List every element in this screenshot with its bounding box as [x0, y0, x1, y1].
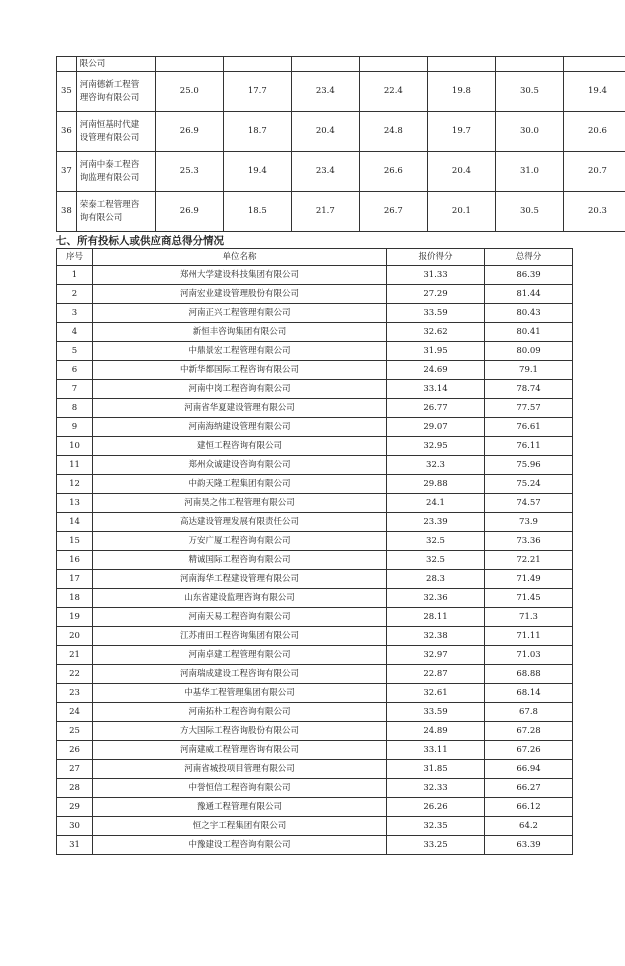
- company-name: 新恒丰咨询集团有限公司: [93, 323, 387, 342]
- score-cell: [223, 57, 291, 72]
- total-score: 73.36: [485, 532, 573, 551]
- row-index: 26: [57, 741, 93, 760]
- score-cell: [359, 57, 427, 72]
- price-score: 33.25: [387, 836, 485, 855]
- header-price-score: 报价得分: [387, 249, 485, 266]
- row-index: 23: [57, 684, 93, 703]
- price-score: 32.35: [387, 817, 485, 836]
- company-name: 河南中岗工程咨询有限公司: [93, 380, 387, 399]
- company-name-line: 限公司: [79, 58, 106, 69]
- total-score: 67.28: [485, 722, 573, 741]
- company-name: 方大国际工程咨询股份有限公司: [93, 722, 387, 741]
- price-score: 24.89: [387, 722, 485, 741]
- total-score: 63.39: [485, 836, 573, 855]
- header-total-score: 总得分: [485, 249, 573, 266]
- table-row: [57, 437, 573, 456]
- table-row: [57, 684, 573, 703]
- company-name: 河南卓建工程管理有限公司: [93, 646, 387, 665]
- total-score: 66.94: [485, 760, 573, 779]
- score-cell: 22.4: [359, 72, 427, 112]
- company-name-line: 设管理有限公司: [79, 132, 140, 143]
- price-score: 33.59: [387, 703, 485, 722]
- row-index: 36: [57, 112, 77, 152]
- row-index: 18: [57, 589, 93, 608]
- price-score: 32.36: [387, 589, 485, 608]
- table-row: [57, 665, 573, 684]
- table-row: [57, 380, 573, 399]
- company-name: 精诚国际工程咨询有限公司: [93, 551, 387, 570]
- table-row: [57, 494, 573, 513]
- table-row: [57, 456, 573, 475]
- company-name: 河南省华夏建设管理有限公司: [93, 399, 387, 418]
- price-score: 33.14: [387, 380, 485, 399]
- price-score: 32.62: [387, 323, 485, 342]
- row-index: 28: [57, 779, 93, 798]
- company-name: 建恒工程咨询有限公司: [93, 437, 387, 456]
- total-score: 78.74: [485, 380, 573, 399]
- row-index: 19: [57, 608, 93, 627]
- company-name: [76, 192, 155, 232]
- row-index: 9: [57, 418, 93, 437]
- score-cell: 24.8: [359, 112, 427, 152]
- table-row: [57, 570, 573, 589]
- row-index: 11: [57, 456, 93, 475]
- row-index: 17: [57, 570, 93, 589]
- total-score: 67.26: [485, 741, 573, 760]
- price-score: 28.11: [387, 608, 485, 627]
- company-name: 中新华都国际工程咨询有限公司: [93, 361, 387, 380]
- price-score: 26.77: [387, 399, 485, 418]
- row-index: 6: [57, 361, 93, 380]
- company-name-line: 理咨询有限公司: [79, 92, 140, 103]
- price-score: 26.26: [387, 798, 485, 817]
- table-row: [57, 361, 573, 380]
- score-cell: 31.0: [495, 152, 563, 192]
- table-row: [57, 266, 573, 285]
- row-index: 25: [57, 722, 93, 741]
- score-cell: 21.7: [291, 192, 359, 232]
- table-row: [57, 646, 573, 665]
- score-cell: 18.5: [223, 192, 291, 232]
- score-cell: 26.9: [155, 192, 223, 232]
- total-score: 80.41: [485, 323, 573, 342]
- score-cell: 20.7: [563, 152, 625, 192]
- score-cell: 26.6: [359, 152, 427, 192]
- table-row: [57, 285, 573, 304]
- price-score: 32.33: [387, 779, 485, 798]
- table-row: [57, 323, 573, 342]
- company-name: [76, 57, 155, 72]
- table-row: [57, 72, 625, 112]
- company-name: 高达建设管理发展有限责任公司: [93, 513, 387, 532]
- total-score: 71.49: [485, 570, 573, 589]
- total-score: 74.57: [485, 494, 573, 513]
- table-header-row: [57, 249, 573, 266]
- score-cell: 20.3: [563, 192, 625, 232]
- table-row: [57, 513, 573, 532]
- table-row: [57, 57, 625, 72]
- score-cell: 30.0: [495, 112, 563, 152]
- price-score: 33.11: [387, 741, 485, 760]
- company-name: 中基华工程管理集团有限公司: [93, 684, 387, 703]
- table-row: [57, 760, 573, 779]
- total-score: 66.12: [485, 798, 573, 817]
- company-name: 河南宏业建设管理股份有限公司: [93, 285, 387, 304]
- company-name: 恒之宇工程集团有限公司: [93, 817, 387, 836]
- total-score: 71.3: [485, 608, 573, 627]
- total-score: 75.96: [485, 456, 573, 475]
- score-cell: 20.4: [427, 152, 495, 192]
- total-score: 67.8: [485, 703, 573, 722]
- company-name: [76, 152, 155, 192]
- row-index: 35: [57, 72, 77, 112]
- company-name: 河南海华工程建设管理有限公司: [93, 570, 387, 589]
- company-name-line: 询有限公司: [79, 212, 123, 223]
- total-score-table: [56, 248, 573, 855]
- total-score: 80.43: [485, 304, 573, 323]
- company-name: 河南拓朴工程咨询有限公司: [93, 703, 387, 722]
- table-row: [57, 779, 573, 798]
- price-score: 22.87: [387, 665, 485, 684]
- price-score: 29.88: [387, 475, 485, 494]
- row-index: 7: [57, 380, 93, 399]
- total-score: 75.24: [485, 475, 573, 494]
- price-score: 32.38: [387, 627, 485, 646]
- total-score: 68.14: [485, 684, 573, 703]
- score-detail-table: [56, 56, 625, 232]
- company-name: 郑州众诚建设咨询有限公司: [93, 456, 387, 475]
- price-score: 29.07: [387, 418, 485, 437]
- row-index: 15: [57, 532, 93, 551]
- company-name: 河南正兴工程管理有限公司: [93, 304, 387, 323]
- row-index: 31: [57, 836, 93, 855]
- total-score: 64.2: [485, 817, 573, 836]
- row-index: 3: [57, 304, 93, 323]
- table-row: [57, 589, 573, 608]
- row-index: 12: [57, 475, 93, 494]
- score-cell: [495, 57, 563, 72]
- score-cell: [155, 57, 223, 72]
- price-score: 27.29: [387, 285, 485, 304]
- row-index: 10: [57, 437, 93, 456]
- company-name: 河南瑞成建设工程咨询有限公司: [93, 665, 387, 684]
- price-score: 33.59: [387, 304, 485, 323]
- table-row: [57, 112, 625, 152]
- total-score: 79.1: [485, 361, 573, 380]
- price-score: 32.5: [387, 551, 485, 570]
- company-name-line: 河南恒基时代建: [79, 119, 140, 130]
- row-index: 21: [57, 646, 93, 665]
- company-name: 万安广厦工程咨询有限公司: [93, 532, 387, 551]
- table-row: [57, 627, 573, 646]
- score-cell: 25.0: [155, 72, 223, 112]
- company-name: 江苏甫田工程咨询集团有限公司: [93, 627, 387, 646]
- score-cell: 23.4: [291, 72, 359, 112]
- company-name: 中誉恒信工程咨询有限公司: [93, 779, 387, 798]
- row-index: 20: [57, 627, 93, 646]
- row-index: 4: [57, 323, 93, 342]
- company-name-line: 河南中泰工程咨: [79, 159, 140, 170]
- total-score: 68.88: [485, 665, 573, 684]
- total-score: 86.39: [485, 266, 573, 285]
- company-name: [76, 72, 155, 112]
- table-row: [57, 836, 573, 855]
- company-name: 河南海纳建设管理有限公司: [93, 418, 387, 437]
- company-name: 中豫建设工程咨询有限公司: [93, 836, 387, 855]
- table-row: [57, 192, 625, 232]
- company-name-line: 询监理有限公司: [79, 172, 140, 183]
- company-name: 中韵天隆工程集团有限公司: [93, 475, 387, 494]
- company-name: 河南昊之伟工程管理有限公司: [93, 494, 387, 513]
- table-row: [57, 798, 573, 817]
- score-cell: 19.4: [223, 152, 291, 192]
- table-row: [57, 551, 573, 570]
- row-index: 24: [57, 703, 93, 722]
- row-index: 13: [57, 494, 93, 513]
- row-index: 5: [57, 342, 93, 361]
- company-name: 山东省建设监理咨询有限公司: [93, 589, 387, 608]
- row-index: 30: [57, 817, 93, 836]
- total-score: 71.03: [485, 646, 573, 665]
- row-index: 1: [57, 266, 93, 285]
- price-score: 31.85: [387, 760, 485, 779]
- table-row: [57, 342, 573, 361]
- score-cell: 19.4: [563, 72, 625, 112]
- total-score: 80.09: [485, 342, 573, 361]
- company-name: 河南天易工程咨询有限公司: [93, 608, 387, 627]
- price-score: 23.39: [387, 513, 485, 532]
- score-cell: 19.7: [427, 112, 495, 152]
- table-row: [57, 817, 573, 836]
- row-index: 38: [57, 192, 77, 232]
- price-score: 32.95: [387, 437, 485, 456]
- score-cell: 25.3: [155, 152, 223, 192]
- company-name-line: 荣泰工程管理咨: [79, 199, 140, 210]
- price-score: 31.95: [387, 342, 485, 361]
- table-row: [57, 608, 573, 627]
- company-name-line: 河南德新工程管: [79, 79, 140, 90]
- table-row: [57, 399, 573, 418]
- row-index: 2: [57, 285, 93, 304]
- price-score: 32.61: [387, 684, 485, 703]
- row-index: 27: [57, 760, 93, 779]
- score-cell: 19.8: [427, 72, 495, 112]
- company-name: [76, 112, 155, 152]
- price-score: 32.97: [387, 646, 485, 665]
- price-score: 24.69: [387, 361, 485, 380]
- price-score: 32.3: [387, 456, 485, 475]
- price-score: 28.3: [387, 570, 485, 589]
- total-score: 71.45: [485, 589, 573, 608]
- company-name: 河南省城投项目管理有限公司: [93, 760, 387, 779]
- score-cell: 30.5: [495, 72, 563, 112]
- total-score: 66.27: [485, 779, 573, 798]
- company-name: 中鼎景宏工程管理有限公司: [93, 342, 387, 361]
- total-score: 73.9: [485, 513, 573, 532]
- score-cell: [427, 57, 495, 72]
- company-name: 郑州大学建设科技集团有限公司: [93, 266, 387, 285]
- price-score: 24.1: [387, 494, 485, 513]
- total-score: 76.61: [485, 418, 573, 437]
- score-cell: 20.4: [291, 112, 359, 152]
- header-index: 序号: [57, 249, 93, 266]
- total-score: 71.11: [485, 627, 573, 646]
- total-score: 77.57: [485, 399, 573, 418]
- row-index: 14: [57, 513, 93, 532]
- table-row: [57, 722, 573, 741]
- score-cell: [291, 57, 359, 72]
- table-row: [57, 304, 573, 323]
- score-cell: 20.1: [427, 192, 495, 232]
- total-score: 72.21: [485, 551, 573, 570]
- price-score: 31.33: [387, 266, 485, 285]
- score-cell: 18.7: [223, 112, 291, 152]
- table-row: [57, 475, 573, 494]
- row-index: 8: [57, 399, 93, 418]
- header-company: 单位名称: [93, 249, 387, 266]
- table-row: [57, 152, 625, 192]
- score-cell: [563, 57, 625, 72]
- score-cell: 23.4: [291, 152, 359, 192]
- total-score: 76.11: [485, 437, 573, 456]
- price-score: 32.5: [387, 532, 485, 551]
- score-cell: 26.9: [155, 112, 223, 152]
- company-name: 豫通工程管理有限公司: [93, 798, 387, 817]
- score-cell: 26.7: [359, 192, 427, 232]
- row-index: 16: [57, 551, 93, 570]
- score-cell: 20.6: [563, 112, 625, 152]
- score-cell: 17.7: [223, 72, 291, 112]
- row-index: [57, 57, 77, 72]
- table-row: [57, 532, 573, 551]
- table-row: [57, 418, 573, 437]
- section-title: 七、所有投标人或供应商总得分情况: [56, 235, 224, 247]
- company-name: 河南建威工程管理咨询有限公司: [93, 741, 387, 760]
- row-index: 29: [57, 798, 93, 817]
- table-row: [57, 703, 573, 722]
- row-index: 37: [57, 152, 77, 192]
- total-score: 81.44: [485, 285, 573, 304]
- score-cell: 30.5: [495, 192, 563, 232]
- row-index: 22: [57, 665, 93, 684]
- table-row: [57, 741, 573, 760]
